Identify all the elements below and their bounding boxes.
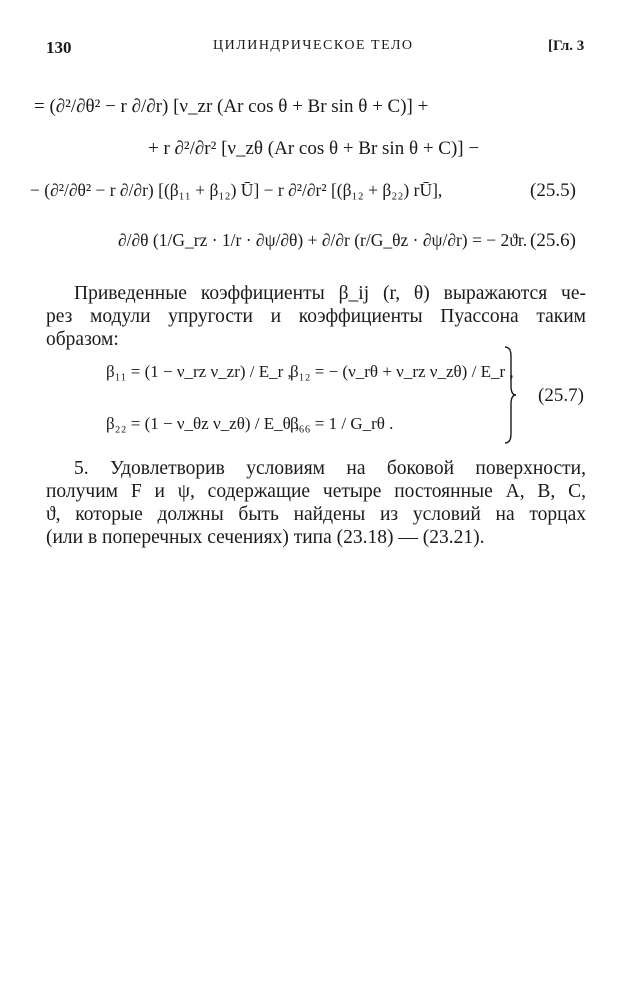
equation-number-25-7: (25.7) (538, 385, 584, 406)
chapter-label: [Гл. 3 (548, 38, 585, 54)
paragraph-1-line-1: Приведенные коэффициенты β_ij (r, θ) выражаются че- (74, 283, 586, 304)
equation-beta-11: β₁₁ = (1 − ν_rz ν_zr) / E_r , (106, 362, 292, 381)
paragraph-1 (46, 282, 586, 351)
paragraph-2-line-1: 5. Удовлетворив условиям на боковой поверхности, (74, 458, 586, 479)
equation-25-6: ∂/∂θ (1/G_rz · 1/r · ∂ψ/∂θ) + ∂/∂r (r/G_θz · ∂ψ/∂r) = − 2ϑr. (118, 230, 528, 250)
equation-number-25-5: (25.5) (530, 180, 576, 201)
paragraph-2 (46, 457, 586, 549)
paragraph-1-line-3: образом: (46, 329, 119, 350)
equation-line-3: − (∂²/∂θ² − r ∂/∂r) [(β₁₁ + β₁₂) Ū] − r ∂²/∂r² [(β₁₂ + β₂₂) rŪ], (30, 180, 443, 200)
equation-beta-22: β₂₂ = (1 − ν_θz ν_zθ) / E_θ , (106, 414, 300, 433)
equation-line-1: = (∂²/∂θ² − r ∂/∂r) [ν_zr (Ar cos θ + Br sin θ + C)] + (34, 96, 429, 117)
paragraph-2-line-2: получим F и ψ, содержащие четыре постоянные A, B, C, (46, 481, 586, 502)
right-brace (503, 346, 517, 444)
equation-beta-12: β₁₂ = − (ν_rθ + ν_rz ν_zθ) / E_r , (290, 362, 514, 381)
equation-beta-66: β₆₆ = 1 / G_rθ . (290, 414, 394, 433)
paragraph-2-line-3: ϑ, которые должны быть найдены из условий на торцах (46, 504, 586, 525)
paragraph-2-line-4: (или в поперечных сечениях) типа (23.18) — (23.21). (46, 527, 485, 548)
running-title: ЦИЛИНДРИЧЕСКОЕ ТЕЛО (213, 38, 414, 53)
equation-number-25-6: (25.6) (530, 230, 576, 251)
page-number: 130 (46, 38, 72, 57)
paragraph-1-line-2: рез модули упругости и коэффициенты Пуассона таким (46, 306, 586, 327)
equation-line-2: + r ∂²/∂r² [ν_zθ (Ar cos θ + Br sin θ + C)] − (148, 138, 480, 159)
